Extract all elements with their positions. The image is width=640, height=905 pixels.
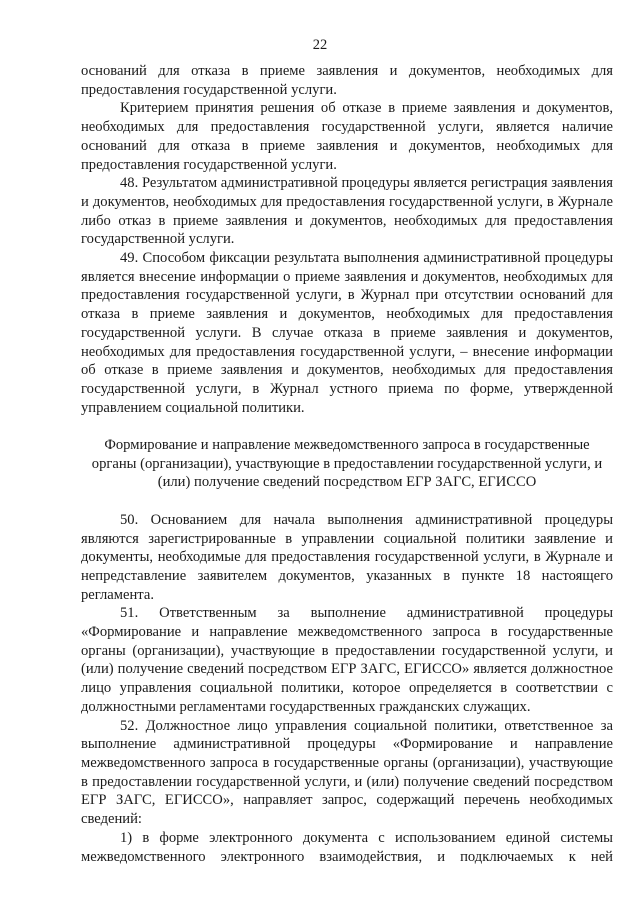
paragraph-48: 48. Результатом административной процедуры является регистрация заявления и документов, необходимых для предоставления государственной услуги, в Журнале либо отказ в приеме заявления и документов, необходимых для предоставления государственной услуги. [81,175,613,248]
section-heading: Формирование и направление межведомственного запроса в государственные органы (организации), участвующие в предоставлении государственной услуги, и (или) получение сведений посредством ЕГР ЗАГС, ЕГИССО [91,437,603,491]
paragraph-49: 49. Способом фиксации результата выполнения административной процедуры является внесение информации о приеме заявления и документов, необходимых для предоставления государственной услуги, в Журнал при отсутствии оснований для отказа в приеме заявления и документов, необходимых для предоставления государственной услуги. В случае отказа в приеме заявления и документов, необходимых для предоставления государственной услуги, – внесение информации об отказе в приеме заявления и документов, необходимых для предоставления государственной услуги, в Журнал устного приема по форме, утвержденной управлением социальной политики. [81,250,613,416]
document-body [81,62,613,866]
paragraph-51: 51. Ответственным за выполнение административной процедуры «Формирование и направление межведомственного запроса в государственные органы (организации), участвующие в предоставлении государственной услуги, и (или) получение сведений посредством ЕГР ЗАГС, ЕГИССО» является должностное лицо управления социальной политики, которое определяется в соответствии с должностными регламентами государственных гражданских служащих. [81,605,613,715]
page-number: 22 [312,37,328,53]
paragraph-criterion: Критерием принятия решения об отказе в приеме заявления и документов, необходимых для предоставления государственной услуги, является наличие оснований для отказа в приеме заявления и документов, необходимых для предоставления государственной услуги. [81,100,613,173]
paragraph-52: 52. Должностное лицо управления социальной политики, ответственное за выполнение административной процедуры «Формирование и направление межведомственного запроса в государственные органы (организации), участвующие в предоставлении государственной услуги, и (или) получение сведений посредством ЕГР ЗАГС, ЕГИССО», направляет запрос, содержащий перечень необходимых сведений: [81,717,613,828]
paragraph-continuation: оснований для отказа в приеме заявления и документов, необходимых для предоставления государственной услуги. [81,63,613,98]
paragraph-50: 50. Основанием для начала выполнения административной процедуры являются зарегистрированные в управлении социальной политики заявление и документы, необходимые для предоставления государственной услуги, в Журнале и непредставление заявителем документов, указанных в пункте 18 настоящего регламента. [81,511,613,603]
paragraph-52-item-1: 1) в форме электронного документа с использованием единой системы межведомственного электронного взаимодействия, и подключаемых к ней [81,829,613,865]
